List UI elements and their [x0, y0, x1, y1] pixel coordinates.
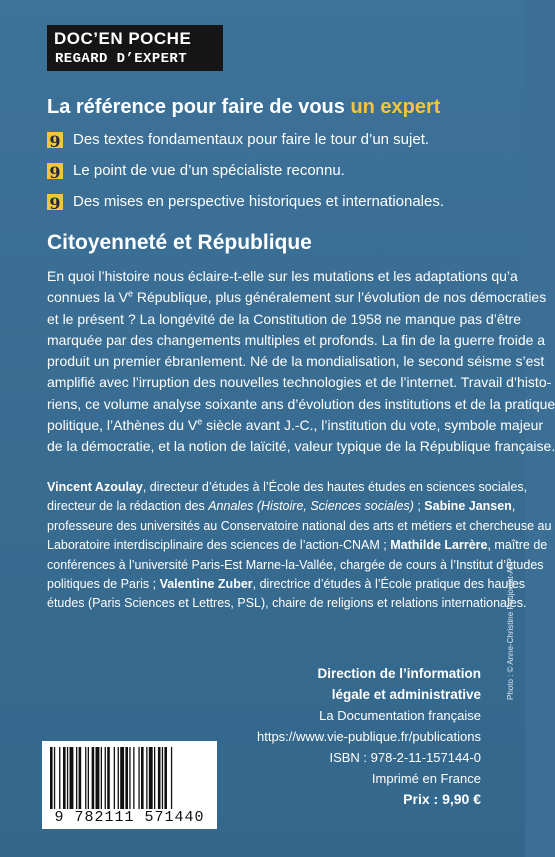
- feature-text: Le point de vue d’un spécialiste reconnu.: [73, 162, 345, 179]
- barcode-bar: [129, 747, 130, 809]
- superscript: e: [197, 416, 203, 427]
- bio-line: [47, 575, 526, 594]
- text-run: ;: [413, 499, 425, 514]
- intro-tagline: [47, 96, 440, 119]
- barcode-bar: [162, 747, 163, 809]
- feature-text: Des mises en perspective historiques et internationales.: [73, 193, 445, 210]
- quote-mark-icon: 9: [47, 163, 63, 179]
- barcode-bar: [54, 747, 55, 809]
- barcode-bar: [149, 747, 153, 809]
- barcode-bar: [118, 747, 119, 809]
- bio-line: professeure des universités au Conservatoire national des arts et métiers et chercheuse au: [47, 518, 552, 533]
- isbn: ISBN : 978-2-11-157144-0: [329, 750, 481, 765]
- collection-name: DOC’EN POCHE: [54, 29, 192, 48]
- book-title: Citoyenneté et République: [47, 231, 312, 254]
- feature-item: [47, 159, 487, 190]
- publisher-dept: légale et administrative: [331, 687, 481, 702]
- text-run: directeur de la rédaction des: [47, 499, 209, 514]
- description-line: marquée par des changements multiples et profonds. La fin de la guerre froide a: [47, 331, 546, 348]
- journal-title: Annales (Histoire, Sciences sociales): [208, 499, 414, 514]
- barcode-bars: [50, 747, 209, 809]
- barcode-bar: [164, 747, 167, 809]
- barcode-bar: [67, 747, 68, 809]
- description-line: [47, 415, 544, 436]
- bio-line: études (Paris Sciences et Lettres, PSL), chaire de religions et relations internationales.: [47, 596, 527, 611]
- barcode-bar: [70, 747, 74, 809]
- barcode-bar: [146, 747, 147, 809]
- barcode-bar: [79, 747, 82, 809]
- barcode-bar: [85, 747, 86, 809]
- text-run: politique, l’Athènes du V: [47, 417, 198, 434]
- feature-text: Des textes fondamentaux pour faire le tour d’un sujet.: [73, 131, 430, 148]
- barcode-bar: [120, 747, 124, 809]
- barcode-bar: [158, 747, 161, 809]
- barcode-bar: [171, 747, 172, 809]
- barcode-bar: [50, 747, 53, 809]
- text-run: , maître de: [487, 538, 548, 553]
- barcode-bar: [63, 747, 66, 809]
- barcode-bar: [114, 747, 115, 809]
- author-name: Valentine Zuber: [159, 577, 253, 592]
- barcode-bar: [96, 747, 100, 809]
- barcode-bar: [88, 747, 89, 809]
- superscript: e: [127, 288, 133, 299]
- feature-item: [47, 128, 487, 159]
- bio-line: conférences à l’université Paris-Est Marne-la-Vallée, chargée de cours à l’Institut d’études: [47, 557, 544, 572]
- publisher-url: https://www.vie-publique.fr/publications: [256, 729, 481, 744]
- book-description: [47, 266, 555, 458]
- publisher-dept: Direction de l’information: [317, 666, 481, 681]
- text-run: , directrice d’études à l’École pratique des hautes: [252, 577, 526, 592]
- barcode-bar: [154, 747, 155, 809]
- description-line: [47, 287, 547, 308]
- bio-line: [47, 497, 516, 516]
- text-run: connues la V: [47, 289, 128, 306]
- printed-in: Imprimé en France: [371, 771, 481, 786]
- barcode-bar: [105, 747, 106, 809]
- barcode-bar: [133, 747, 134, 809]
- barcode-bar: [107, 747, 110, 809]
- text-run: siècle avant J.-C., l’institution du vote, symbole majeur: [202, 417, 544, 434]
- quote-mark-icon: 9: [47, 194, 63, 210]
- description-line: et le présent ? La longévité de la Constitution de 1958 ne manque pas d’être: [47, 310, 521, 327]
- bio-line: [47, 478, 528, 497]
- publisher-block: [257, 663, 481, 810]
- barcode-bar: [92, 747, 95, 809]
- description-line: amplifié avec l’irruption des nouvelles technologies et de l’internet. Travail d’histo-: [47, 374, 552, 391]
- price: Prix : 9,90 €: [403, 791, 481, 807]
- description-line: riens, ce volume analyse soixante ans d’évolution des institutions et de la pratique: [47, 395, 555, 412]
- intro-highlight: un expert: [350, 96, 441, 118]
- description-line: produit un premier ébranlement. Né de la mondialisation, le second séisme s’est: [47, 353, 545, 370]
- description-line: En quoi l’histoire nous éclaire-t-elle sur les mutations et les adaptations qu’a: [47, 268, 518, 284]
- text-run: Laboratoire interdisciplinaire des sciences de l’action-CNAM ;: [47, 538, 391, 553]
- barcode-bar: [138, 747, 139, 809]
- author-bios: [47, 478, 552, 614]
- author-name: Sabine Jansen: [424, 499, 512, 514]
- barcode-bar: [125, 747, 128, 809]
- intro-text: La référence pour faire de vous: [47, 96, 351, 118]
- barcode-bar: [141, 747, 144, 809]
- text-run: République, plus généralement sur l’évolution de nos démocraties: [132, 289, 547, 306]
- author-name: Mathilde Larrère: [390, 538, 488, 553]
- barcode: [42, 741, 217, 829]
- barcode-bar: [59, 747, 60, 809]
- text-run: politiques de Paris ;: [47, 577, 160, 592]
- text-run: , directeur d’études à l’École des hautes études en sciences sociales,: [142, 480, 528, 494]
- collection-series: REGARD D’EXPERT: [55, 51, 188, 67]
- bio-line: [47, 536, 548, 555]
- text-run: ,: [511, 499, 516, 514]
- description-line: de la démocratie, et la notion de laïcité, valeur typique de la République française.: [47, 438, 555, 455]
- author-name: Vincent Azoulay: [47, 480, 143, 494]
- barcode-bar: [76, 747, 77, 809]
- barcode-bar: [101, 747, 102, 809]
- photo-credit: Photo : © Anne-Christine Poujoulat-AFP: [506, 558, 515, 700]
- feature-list: [47, 128, 487, 221]
- barcode-digits: 9 782111 571440: [54, 809, 205, 826]
- feature-item: [47, 190, 487, 221]
- collection-badge: [47, 25, 223, 71]
- quote-mark-icon: 9: [47, 132, 63, 148]
- publisher-name: La Documentation française: [319, 708, 481, 723]
